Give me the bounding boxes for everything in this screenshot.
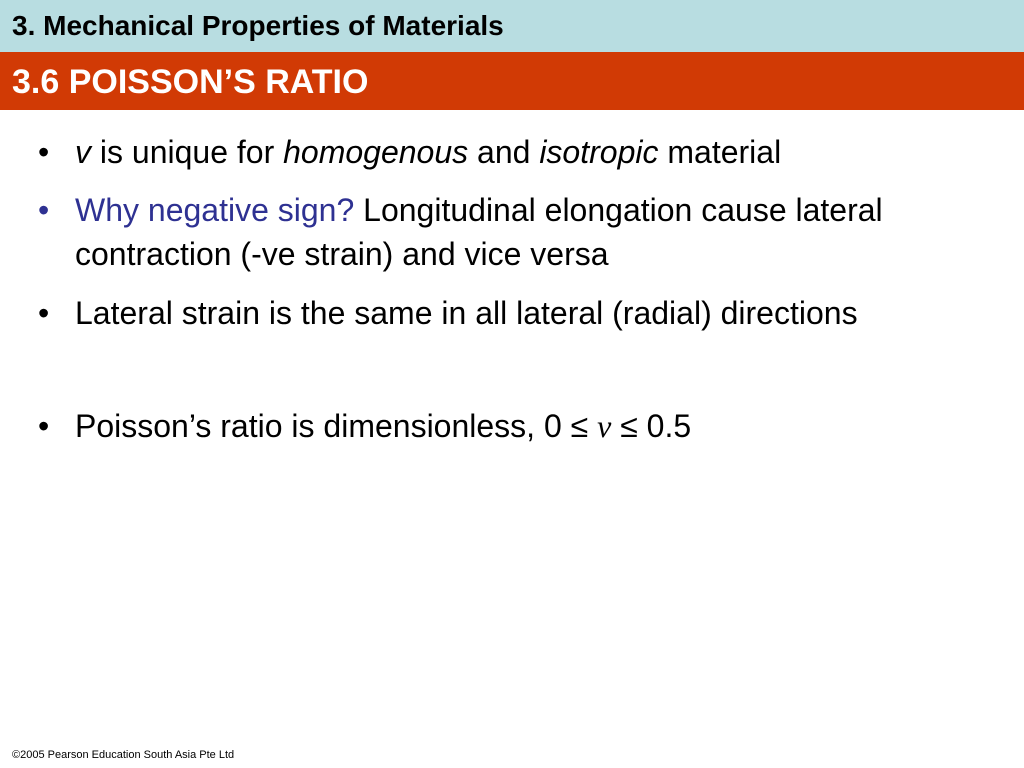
section-header-band [0,52,1024,110]
term-homogenous: homogenous [283,134,469,170]
bullet-marker: • [38,134,50,170]
bullet-text-part: is unique for [91,134,284,170]
poisson-ratio-symbol: v [75,134,91,170]
bullet-text-part: and [468,134,540,170]
bullet-text [75,188,975,276]
bullet-text-part: Longitudinal elongation cause lateral contraction (-ve strain) and vice versa [75,192,883,272]
chapter-header-band [0,0,1024,52]
bullet-text-part: material [658,134,782,170]
bullet-text [75,404,975,448]
bullet-text-part: ≤ 0.5 [611,408,692,444]
bullet-text [75,130,975,174]
bullet-text-part: Poisson’s ratio is dimensionless, 0 ≤ [75,408,598,444]
bullet-text: Lateral strain is the same in all lateral (radial) directions [75,295,858,331]
bullet-marker: • [38,295,50,331]
term-isotropic: isotropic [539,134,659,170]
chapter-title: 3. Mechanical Properties of Materials [12,10,504,41]
copyright-footer: ©2005 Pearson Education South Asia Pte Ltd [12,749,235,761]
bullet-marker: • [38,192,50,228]
section-title: 3.6 POISSON’S RATIO [12,63,369,101]
bullet-marker: • [38,408,50,444]
question-text: Why negative sign? [75,192,355,228]
poisson-ratio-symbol: v [597,408,612,444]
